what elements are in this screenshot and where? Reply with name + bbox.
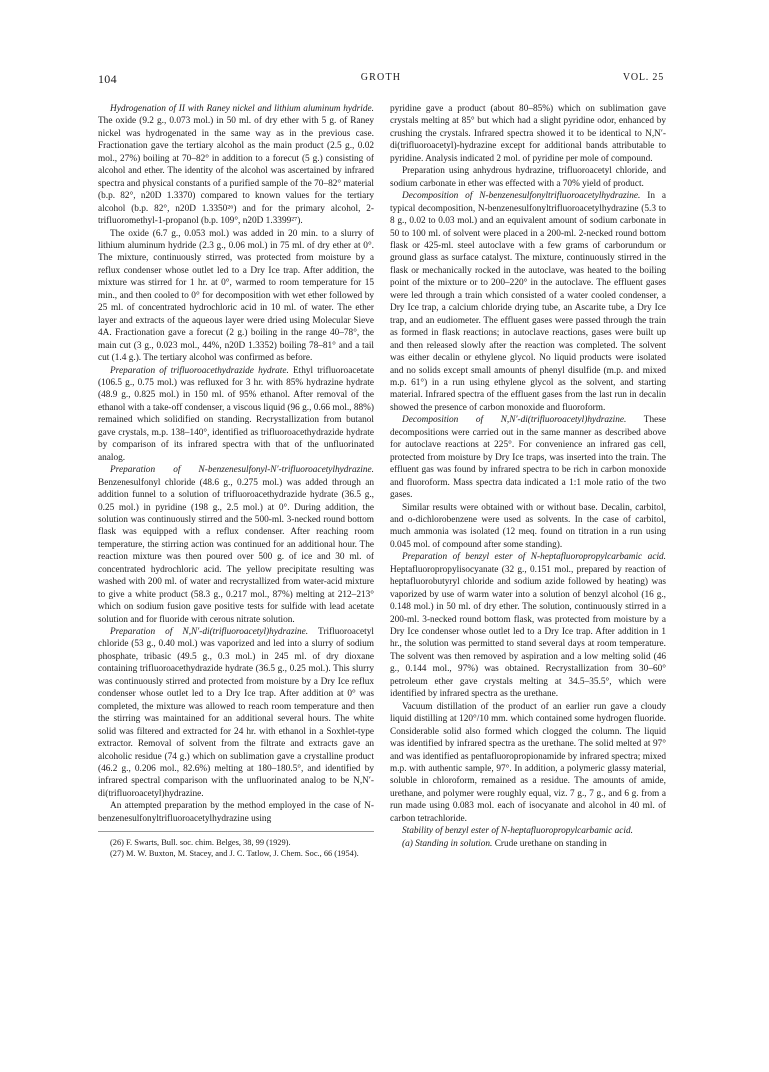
paragraph <box>390 502 666 552</box>
paragraph <box>390 103 666 165</box>
paragraph-heading: Preparation of N-benzenesulfonyl-N′-trifluoroacetylhydrazine. <box>110 465 374 476</box>
left-column <box>98 103 374 1043</box>
paragraph-heading: Preparation of trifluoroacethydrazide hydrate. <box>110 365 289 376</box>
paragraph-text: pyridine gave a product (about 80–85%) which on sublimation gave crystals melting at 85° but which had a slight pyridine odor, enhanced by crushing the crystals. Infrared spectra showed it to be identical to N,N′-di(trifluoroacetyl)-hydrazine except for additional bands attributable to pyridine. Analysis indicated 2 mol. of pyridine per mole of compound. <box>390 104 666 164</box>
paragraph-heading: Preparation of N,N′-di(trifluoroacetyl)hydrazine. <box>110 627 309 638</box>
paragraph <box>390 838 666 850</box>
paragraph-text: An attempted preparation by the method employed in the case of N-benzenesulfonyltrifluoroacetylhydrazine using <box>98 801 374 824</box>
page-number: 104 <box>98 72 117 86</box>
paragraph <box>390 825 666 837</box>
page-header <box>98 72 664 88</box>
paragraph-heading: Hydrogenation of II with Raney nickel and lithium aluminum hydride. <box>110 104 374 114</box>
footnote: (27) M. W. Buxton, M. Stacey, and J. C. Tatlow, J. Chem. Soc., 66 (1954). <box>110 849 359 859</box>
volume-label: VOL. 25 <box>622 72 664 83</box>
paragraph-heading: Stability of benzyl ester of N-heptafluoropropylcarbamic acid. <box>402 826 633 837</box>
paragraph-text: Trifluoroacetyl chloride (53 g., 0.40 mol.) was vaporized and led into a slurry of sodium phosphate, tribasic (49.5 g., 0.3 mol.) in 245 ml. of dry dioxane containing trifluoroacethydrazide hydrate (36.5 g., 0.25 mol.). This slurry was continuously stirred and protected from moisture by a Dry Ice reflux condenser whose outlet led to a Dry Ice trap. After addition at 0° was completed, the mixture was allowed to reach room temperature and then the stirring was maintained for an additional several hours. The white solid was filtered and extracted for 24 hr. with ethanol in a Soxhlet-type extractor. Removal of solvent from the filtrate and extracts gave an alcoholic residue (74 g.) which on sublimation gave a crystalline product (46.2 g., 0.206 mol., 82.6%) melting at 180–180.5°, and identified by infrared spectral comparison with the unfluorinated analog to be N,N′-di(trifluoroacetyl)hydrazine. <box>98 627 374 799</box>
paragraph <box>98 228 374 365</box>
paragraph-text: Preparation using anhydrous hydrazine, trifluoroacetyl chloride, and sodium carbonate in ether was effected with a 70% yield of product. <box>390 166 666 189</box>
paragraph <box>390 551 666 700</box>
right-column <box>390 103 666 1043</box>
paragraph-text: The oxide (9.2 g., 0.073 mol.) in 50 ml. of dry ether with 5 g. of Raney nickel was hydrogenated in the same way as in the previous case. Fractionation gave the tertiary alcohol as the main product (2.5 g., 0.02 mol., 27%) boiling at 70–82° in addition to a forecut (5 g.) consisting of alcohol and ether. The identity of the alcohol was ascertained by infrared spectra and physical constants of a purified sample of the 70–82° material (b.p. 82°, n20D 1.3370) compared to known values for the tertiary alcohol (b.p. 82°, n20D 1.3350²⁶) and for the primary alcohol, 2-trifluoromethyl-1-propanol (b.p. 109°, n20D 1.3399²⁷). <box>98 116 374 227</box>
paragraph <box>98 464 374 626</box>
paragraph <box>98 103 374 228</box>
paragraph-heading: Decomposition of N-benzenesulfonyltrifluoroacetylhydrazine. <box>402 191 641 202</box>
paragraph-text: These decompositions were carried out in the same manner as described above for autoclave reactions at 225°. For convenience an infrared gas cell, protected from moisture by Dry Ice traps, was inserted into the train. The effluent gas was found by infrared spectra to be rich in carbon monoxide and fluoroform. Mass spectra data indicated a 1:1 mole ratio of the two gases. <box>390 415 666 501</box>
paragraph <box>390 190 666 414</box>
running-title: GROTH <box>360 72 402 83</box>
footnotes <box>98 831 374 859</box>
paragraph <box>98 800 374 825</box>
paragraph-text: Heptafluoropropylisocyanate (32 g., 0.151 mol., prepared by reaction of heptafluorobutyryl chloride and sodium azide followed by heating) was vaporized by use of warm water into a solution of benzyl alcohol (16 g., 0.148 mol.) in 50 ml. of dry ether. The solution, continuously stirred in a 200-ml. 3-necked round bottom flask, was protected from moisture by a Dry Ice condenser whose outlet led to a Dry Ice trap. After addition in 1 hr., the solution was permitted to stand several days at room temperature. The solvent was then removed by aspiration and a low melting solid (46 g., 0.144 mol., 97%) was obtained. Recrystallization from 30–60° petroleum ether gave crystals melting at 34.5–35.5°, which were identified by infrared spectra as the urethane. <box>390 564 666 700</box>
paragraph-heading: (a) Standing in solution. <box>402 838 493 849</box>
paragraph-heading: Preparation of benzyl ester of N-heptafluoropropylcarbamic acid. <box>402 552 666 563</box>
footnote: (26) F. Swarts, Bull. soc. chim. Belges, 38, 99 (1929). <box>110 838 291 848</box>
paragraph-text: Crude urethane on standing in <box>494 838 607 849</box>
paragraph-text: Similar results were obtained with or without base. Decalin, carbitol, and o-dichlorobenzene were used as solvents. In the case of carbitol, much ammonia was isolated (12 meq. found on titration in a run using 0.045 mol. of compound after some standing). <box>390 502 666 550</box>
paragraph-text: The oxide (6.7 g., 0.053 mol.) was added in 20 min. to a slurry of lithium aluminum hydride (2.3 g., 0.06 mol.) in 75 ml. of dry ether at 0°. The mixture, continuously stirred, was protected from moisture by a reflux condenser whose outlet led to a Dry Ice trap. After addition, the mixture was stirred for 1 hr. at 0°, warmed to room temperature for 15 min., and then cooled to 0° for decomposition with wet ether followed by 25 ml. of concentrated hydrochloric acid in 10 ml. of water. The ether layer and extracts of the aqueous layer were dried using Molecular Sieve 4A. Fractionation gave a forecut (2 g.) boiling in the range 40–78°, the main cut (3 g., 0.023 mol., 44%, n20D 1.3352) boiling 78–81° and a tail cut (1.4 g.). The tertiary alcohol was confirmed as before. <box>98 228 374 364</box>
paragraph <box>98 626 374 800</box>
paragraph-text: In a typical decomposition, N-benzenesulfonyltrifluoroacetylhydrazine (5.3 to 8 g., 0.02 to 0.03 mol.) and an equivalent amount of sodium carbonate in 50 to 100 ml. of solvent were placed in a 200-ml. 2-necked round bottom flask or 425-ml. steel autoclave with a few grams of carborundum or ground glass as surface catalyst. The mixture, continuously stirred in the flask or mechanically rocked in the autoclave, was heated to the boiling point of the mixture or to 200–220° in the autoclave. The effluent gases were led through a train which consisted of a water cooled condenser, a Dry Ice trap, a calcium chloride drying tube, an Ascarite tube, a Dry Ice trap, and an eudiometer. The effluent gases were passed through the train as formed in flask reactions; in autoclave reactions, gases were built up and then released slowly after the reaction was completed. The solvent was either decalin or ethylene glycol. No liquid products were isolated and no solids except small amounts of phenyl disulfide (m.p. and mixed m.p. 61°) in a run using ethylene glycol as the solvent, and starting material. Infrared spectra of the effluent gases from the last run in decalin showed the presence of carbon monoxide and fluoroform. <box>390 191 666 413</box>
paragraph <box>390 414 666 501</box>
paragraph <box>390 701 666 826</box>
paragraph-text: Ethyl trifluoroacetate (106.5 g., 0.75 mol.) was refluxed for 3 hr. with 85% hydrazine hydrate (48.9 g., 0.825 mol.) in 150 ml. of 95% ethanol. After removal of the ethanol with a take-off condenser, a viscous liquid (96 g., 0.66 mol., 88%) remained which solidified on standing. Recrystallization from butanol gave crystals, m.p. 138–140°, identified as trifluoroacethydrazide hydrate by comparison of its infrared spectra with that of the unfluorinated analog. <box>98 365 374 463</box>
paragraph <box>98 365 374 465</box>
paragraph-text: Benzenesulfonyl chloride (48.6 g., 0.275 mol.) was added through an addition funnel to a solution of trifluoroacethydrazide hydrate (36.5 g., 0.25 mol.) in pyridine (198 g., 2.5 mol.) at 0°. During addition, the solution was continuously stirred and the 500-ml. 3-necked round bottom flask was equipped with a reflux condenser. After reaching room temperature, the stirring action was continued for an additional hour. The reaction mixture was then poured over 500 g. of ice and 30 ml. of concentrated hydrochloric acid. The yellow precipitate resulting was washed with 200 ml. of water and recrystallized from water-acid mixture to give a white product (58.3 g., 0.217 mol., 87%) melting at 212–213° which on sodium fusion gave positive tests for sulfide with lead acetate solution and for fluoride with cerous nitrate solution. <box>98 477 374 625</box>
paragraph <box>390 165 666 190</box>
paragraph-text: Vacuum distillation of the product of an earlier run gave a cloudy liquid distilling at 120°/10 mm. which contained some hydrogen fluoride. Considerable solid also formed which clogged the column. The liquid was identified by infrared spectra as the urethane. The solid melted at 97° and was identified as pentafluoropropionamide by infrared spectra; mixed m.p. with authentic sample, 97°. In addition, a polymeric glassy material, soluble in chloroform, remained as a residue. The amounts of amide, urethane, and polymer were roughly equal, viz. 7 g., 7 g., and 6 g. from a run made using 0.083 mol. each of isocyanate and alcohol in 40 ml. of carbon tetrachloride. <box>390 701 666 824</box>
paragraph-heading: Decomposition of N,N′-di(trifluoroacetyl)hydrazine. <box>402 415 627 426</box>
